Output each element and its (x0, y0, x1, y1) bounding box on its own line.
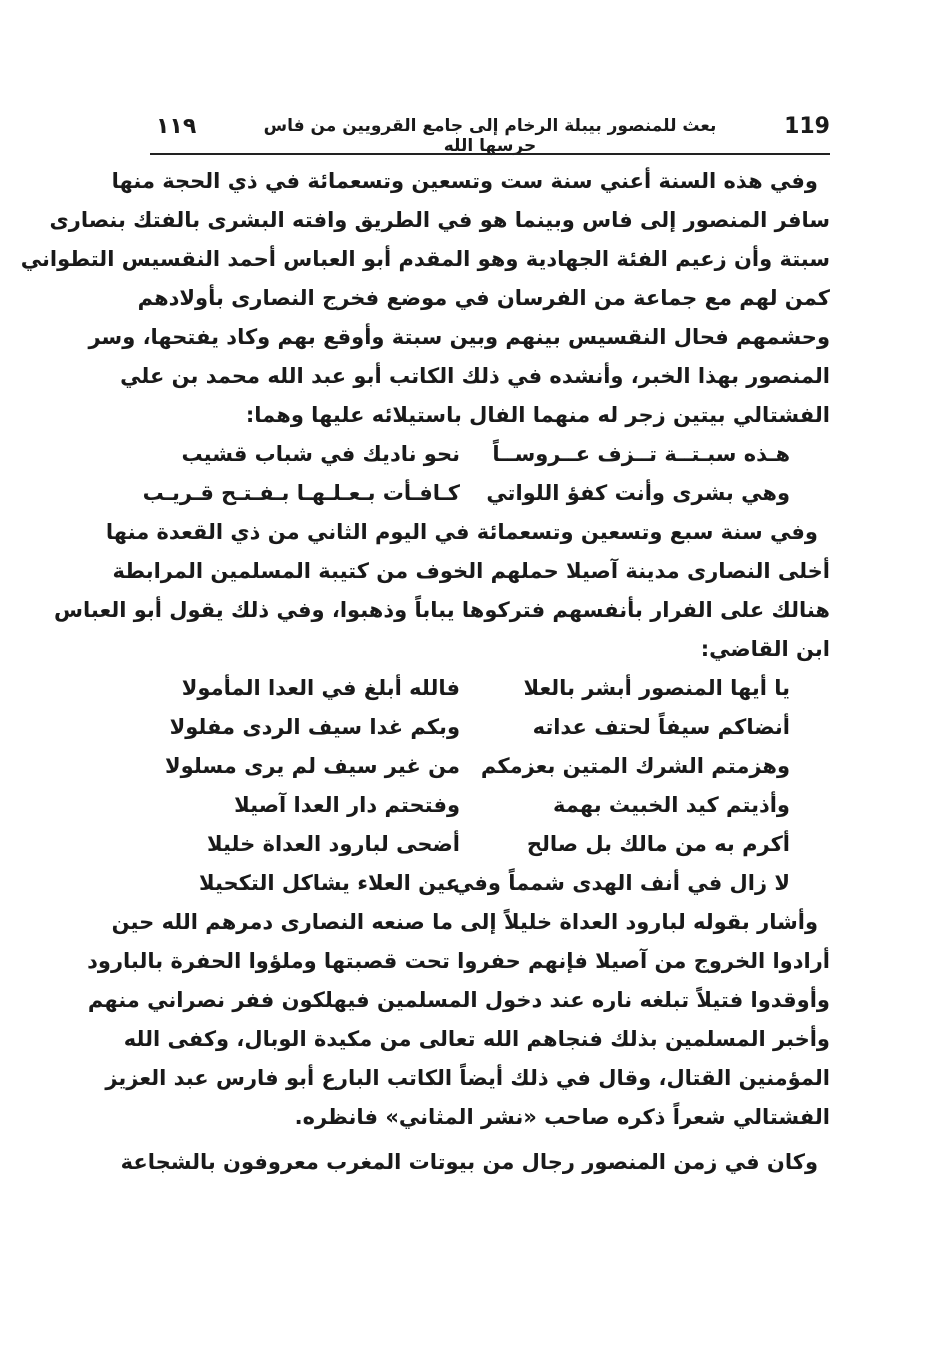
text-line: سبتة وأن زعيم الفئة الجهادية وهو المقدم أبو العباس أحمد النقسيس التطواني (20, 247, 830, 271)
text-line: ابن القاضي: (700, 637, 830, 661)
verse-second-hemistich: فالله أبلغ في العدا المأمولا (181, 676, 460, 700)
verse-line (158, 825, 830, 864)
verse-first-hemistich: وهزمتم الشرك المتين بعزمكم (480, 754, 790, 778)
text-line: سافر المنصور إلى فاس وبينما هو في الطريق وافته البشرى بالفتك بنصارى (49, 208, 830, 232)
paragraph-4 (120, 1143, 830, 1182)
header-rule (150, 153, 830, 155)
text-line: الفشتالي شعراً ذكره صاحب «نشر المثاني» فانظره. (294, 1105, 830, 1129)
verse-first-hemistich: يا أيها المنصور أبشر بالعلا (523, 676, 790, 700)
verse-second-hemistich: نحو ناديك في شباب قشيب (181, 442, 460, 466)
text-line: أخلى النصارى مدينة آصيلا حملهم الخوف من كتيبة المسلمين المرابطة (112, 559, 830, 583)
verse-second-hemistich: وبكم غدا سيف الردى مفلولا (169, 715, 460, 739)
verse-second-hemistich: عين العلاء يشاكل التكحيلا (199, 871, 460, 895)
verse-first-hemistich: لا زال في أنف الهدى شمماً وفي (452, 871, 790, 895)
text-line: وأخبر المسلمين بذلك فنجاهم الله تعالى من مكيدة الوبال، وكفى الله (123, 1027, 830, 1051)
verse-line (158, 747, 830, 786)
text-line: أرادوا الخروج من آصيلا فإنهم حفروا تحت قصبتها وملؤوا الحفرة بالبارود (87, 949, 830, 973)
paragraph-2 (54, 513, 830, 669)
poem-1 (142, 435, 830, 513)
text-line: الفشتالي بيتين زجر له منهما الفال باستيلائه عليها وهما: (245, 403, 830, 427)
verse-second-hemistich: من غير سيف لم يرى مسلولا (165, 754, 460, 778)
text-line: وكان في زمن المنصور رجال من بيوتات المغرب معروفون بالشجاعة (120, 1150, 818, 1174)
paragraph-3 (87, 903, 830, 1137)
verse-line (158, 435, 830, 474)
text-line: المؤمنين القتال، وقال في ذلك أيضاً الكاتب البارع أبو فارس عبد العزيز (105, 1066, 830, 1090)
verse-line (158, 708, 830, 747)
text-line: المنصور بهذا الخبر، وأنشده في ذلك الكاتب أبو عبد الله محمد بن علي (120, 364, 830, 388)
page-number-arabic: ١١٩ (156, 114, 197, 139)
verse-first-hemistich: وهي بشرى وأنت كفؤ اللواتي (486, 481, 790, 505)
verse-second-hemistich: كـافـأت بـعـلـهـا بـفـتـح قـريـب (142, 481, 460, 505)
text-line: وفي هذه السنة أعني سنة ست وتسعين وتسعمائة في ذي الحجة منها (111, 169, 818, 193)
text-line: وحشمهم فحال النقسيس بينهم وبين سبتة وأوقع بهم وكاد يفتحها، وسر (88, 325, 830, 349)
text-line: وأشار بقوله لبارود العداة خليلاً إلى ما صنعه النصارى دمرهم الله حين (111, 910, 818, 934)
text-line: هنالك على الفرار بأنفسهم فتركوها يباباً وذهبوا، وفي ذلك يقول أبو العباس (54, 598, 830, 622)
verse-second-hemistich: وفتحتم دار العدا آصيلا (234, 793, 460, 817)
verse-second-hemistich: أضحى لبارود العداة خليلا (207, 832, 460, 856)
verse-first-hemistich: أكرم به من مالك بل صالح (526, 832, 790, 856)
verse-line (158, 864, 830, 903)
text-line: وأوقدوا فتيلاً تبلغه ناره عند دخول المسلمين فيهلكون ففر نصراني منهم (87, 988, 830, 1012)
verse-line (158, 669, 830, 708)
text-line: وفي سنة سبع وتسعين وتسعمائة في اليوم الثاني من ذي القعدة منها (105, 520, 818, 544)
poem-2 (158, 669, 830, 903)
running-title: بعث للمنصور بيبلة الرخام إلى جامع القرويين من فاس حرسها الله (263, 116, 717, 156)
page-number: 119 (784, 114, 830, 139)
verse-first-hemistich: أنضاكم سيفاً لحتف عداته (532, 715, 790, 739)
text-line: كمن لهم مع جماعة من الفرسان في موضع فخرج النصارى بأولادهم (137, 286, 830, 310)
page-body (20, 162, 830, 1182)
paragraph-1 (20, 162, 830, 435)
verse-line (142, 474, 830, 513)
page-header (150, 114, 830, 156)
verse-line (158, 786, 830, 825)
verse-first-hemistich: وأذيتم كيد الخبيث بهمة (553, 793, 790, 817)
verse-first-hemistich: هـذه سبـتــة تــزف عــروســاً (492, 442, 790, 466)
